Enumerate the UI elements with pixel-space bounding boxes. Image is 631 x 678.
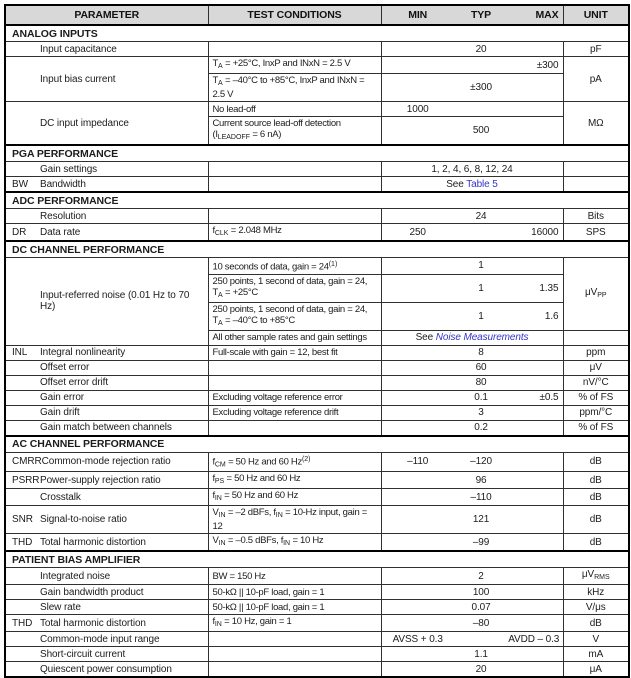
unit-cell: μV [563,360,629,375]
max-value: ±0.5 [539,392,559,403]
parameter-cell [5,489,208,506]
test-conditions-cell: No lead-off [208,102,381,117]
min-typ-max-cell [381,405,563,420]
typ-value: 1 [478,282,484,294]
min-typ-max-cell [381,224,563,242]
test-conditions-cell [208,209,381,224]
parameter-cell [5,568,208,585]
test-conditions-cell [208,632,381,647]
min-typ-max-cell [381,360,563,375]
section-title: ANALOG INPUTS [5,25,629,42]
test-conditions-cell [208,452,381,472]
unit-cell [563,162,629,177]
test-conditions-cell: 50-kΩ || 10-pF load, gain = 1 [208,585,381,600]
min-typ-max-column-header [381,5,563,25]
subscript: CLK [214,230,229,237]
subscript: IN [283,540,291,547]
min-typ-max-cell [381,568,563,585]
text-segment: = –40°C to +85°C [222,314,295,326]
min-typ-max-cell [381,585,563,600]
parameter-cell [5,615,208,632]
parameter-label: Common-mode input range [40,633,160,645]
parameter-cell [5,102,208,146]
unit-cell: pA [563,57,629,102]
parameter-cell [5,506,208,534]
spec-row [5,360,629,375]
parameter-cell [5,472,208,489]
spec-row [5,177,629,193]
max-value: AVDD – 0.3 [508,633,560,645]
min-typ-max-cell [381,330,563,345]
test-conditions-cell: 50-kΩ || 10-pF load, gain = 1 [208,600,381,615]
parameter-cell [5,345,208,360]
typ-value: 24 [475,210,487,222]
symbol-label: PSRR [12,474,40,486]
parameter-cell [5,534,208,552]
parameter-label: DC input impedance [40,117,129,129]
parameter-cell [5,177,208,193]
typ-value: –120 [470,456,492,468]
unit-column-header: UNIT [563,5,629,25]
typ-value: –99 [472,536,490,548]
parameter-label: Resolution [40,210,87,222]
spec-row [5,102,629,117]
typ-value: 96 [475,474,487,486]
min-typ-max-cell [381,452,563,472]
subscript: RMS [594,574,610,581]
unit-cell: % of FS [563,420,629,436]
table-5-link[interactable]: Table 5 [466,178,498,190]
test-conditions-cell [208,42,381,57]
parameter-cell [5,258,208,346]
typ-value: 60 [475,362,487,373]
unit-cell: % of FS [563,390,629,405]
min-typ-max-cell [381,662,563,678]
min-typ-max-cell [381,472,563,489]
parameter-cell [5,162,208,177]
typ-value: 80 [475,377,487,388]
unit-cell: dB [563,472,629,489]
min-value: 1000 [406,103,429,115]
subscript: IN [214,495,222,502]
text-segment: = –40°C to +85°C, InxP and INxN = 2.5 V [212,75,365,100]
text-segment: = +25°C, InxP and INxN = 2.5 V [222,58,351,69]
unit-cell: mA [563,647,629,662]
unit-cell: kHz [563,585,629,600]
subscript: A [218,80,223,87]
test-conditions-cell: BW = 150 Hz [208,568,381,585]
symbol-label: SNR [12,514,33,525]
text-segment: f [212,456,215,467]
parameter-cell [5,57,208,102]
subscript: PP [597,291,607,299]
parameter-label: Slew rate [40,601,81,613]
test-conditions-column-header: TEST CONDITIONS [208,5,381,25]
text-segment: 250 points, 1 second of data, gain = 24, T [212,303,368,326]
min-typ-max-cell [381,390,563,405]
test-conditions-cell [208,489,381,506]
parameter-cell [5,390,208,405]
parameter-label: Short-circuit current [40,648,126,660]
min-typ-max-cell [381,489,563,506]
min-typ-max-cell [381,534,563,552]
unit-cell: dB [563,489,629,506]
min-column-header: MIN [408,9,428,21]
min-typ-max-cell [381,506,563,534]
parameter-label: Offset error drift [40,377,109,388]
parameter-label: Integrated noise [40,570,111,582]
min-typ-max-cell [381,42,563,57]
subscript: IN [218,540,226,547]
test-conditions-cell: All other sample rates and gain settings [208,330,381,345]
text-segment: f [212,490,215,501]
symbol-label: THD [12,536,33,548]
typ-value: 0.1 [474,392,488,403]
spec-row [5,162,629,177]
spec-row [5,420,629,436]
test-conditions-cell [208,360,381,375]
subscript: A [218,63,223,70]
text-segment: f [212,473,215,484]
text-segment: = 50 Hz and 60 Hz [224,473,301,484]
superscript: (2) [301,455,311,463]
spec-row [5,345,629,360]
test-conditions-cell: Excluding voltage reference drift [208,405,381,420]
text-segment: = 50 Hz and 60 Hz [225,456,302,467]
text-segment: = +25°C [222,286,258,298]
text-segment: V [212,535,219,546]
text-segment: = 6 nA) [250,129,282,140]
test-conditions-cell: Full-scale with gain = 12, best fit [208,345,381,360]
parameter-cell [5,632,208,647]
typ-value: 2 [478,570,484,582]
typ-value: 20 [475,663,487,675]
test-conditions-cell [208,117,381,146]
spec-row [5,534,629,552]
section-title: ADC PERFORMANCE [5,192,629,209]
parameter-label: Data rate [40,226,81,238]
spec-row [5,615,629,632]
test-conditions-cell [208,375,381,390]
parameter-label: Common-mode rejection ratio [41,456,171,468]
spec-row [5,506,629,534]
min-typ-max-cell [381,345,563,360]
spec-row [5,224,629,242]
unit-cell [563,330,629,345]
min-typ-max-cell [381,102,563,117]
section-title: AC CHANNEL PERFORMANCE [5,436,629,453]
symbol-label: CMRR [12,456,42,468]
unit-cell: MΩ [563,102,629,146]
text-segment: 250 points, 1 second of data, gain = 24, T [212,275,368,298]
spanning-value [382,179,563,190]
parameter-label: Total harmonic distortion [40,536,146,548]
parameter-cell [5,360,208,375]
max-value: 1.35 [539,282,559,294]
text-segment: μV [584,286,598,298]
parameter-label: Gain match between channels [40,422,172,433]
typ-value: 121 [472,514,490,525]
min-typ-max-cell [381,162,563,177]
min-value: 250 [409,226,426,238]
unit-cell: dB [563,506,629,534]
symbol-label: DR [12,226,27,238]
max-value: 16000 [531,226,559,238]
test-conditions-cell [208,302,381,330]
parameter-label: Gain drift [40,407,80,418]
typ-value: 1 [478,260,484,272]
text-segment: μV [581,569,595,580]
spec-row [5,600,629,615]
typ-value: 3 [478,407,484,418]
text-segment: = 10-Hz input, gain = 12 [212,507,368,532]
subscript: A [218,319,223,327]
typ-value: –110 [470,491,492,503]
spanning-value [382,332,563,343]
text-segment: = –0.5 dBFs, f [225,535,284,546]
test-conditions-cell [208,57,381,74]
unit-cell [563,258,629,331]
subscript: PS [214,478,225,485]
parameter-cell [5,662,208,678]
spec-row [5,390,629,405]
text-segment: T [212,58,219,69]
spec-row [5,375,629,390]
subscript: CM [214,461,226,468]
spec-row [5,632,629,647]
min-typ-max-cell [381,632,563,647]
subscript: IN [275,512,283,519]
text-segment: T [212,75,219,86]
text-segment: = 10 Hz [290,535,324,546]
parameter-cell [5,405,208,420]
parameter-cell [5,600,208,615]
text-segment: See [446,178,467,190]
subscript: A [218,291,223,299]
min-typ-max-cell [381,274,563,302]
spec-table [4,4,630,678]
parameter-label: Gain settings [40,163,98,175]
subscript: IN [214,621,222,628]
unit-cell: dB [563,615,629,632]
parameter-label: Offset error [40,362,90,373]
symbol-label: BW [12,178,28,190]
min-typ-max-cell [381,177,563,193]
typ-value: 100 [472,586,490,598]
unit-cell: dB [563,452,629,472]
unit-cell: nV/°C [563,375,629,390]
subscript: IN [218,512,226,519]
max-value: ±300 [536,59,559,71]
parameter-label: Crosstalk [40,491,81,503]
parameter-label: Gain bandwidth product [40,586,144,598]
section-row [5,25,629,42]
text-segment: = 50 Hz and 60 Hz [221,490,299,501]
typ-value: 500 [472,125,490,136]
max-value: 1.6 [544,310,559,322]
parameter-label: Integral nonlinearity [40,347,126,358]
test-conditions-cell [208,162,381,177]
symbol-label: THD [12,617,33,629]
min-typ-max-cell [381,258,563,275]
parameter-label: Input capacitance [40,43,117,55]
test-conditions-cell [208,534,381,552]
test-conditions-cell [208,662,381,678]
subscript: LEADOFF [217,134,250,141]
unit-cell: dB [563,534,629,552]
section-row [5,241,629,258]
spec-row [5,472,629,489]
spec-row [5,585,629,600]
test-conditions-cell [208,258,381,275]
text-segment: = –2 dBFs, f [225,507,276,518]
unit-cell: ppm/°C [563,405,629,420]
test-conditions-cell [208,506,381,534]
test-conditions-cell [208,615,381,632]
spec-row [5,568,629,585]
parameter-label: Input-referred noise (0.01 Hz to 70 Hz) [40,290,190,313]
text-segment: Current source lead-off detection (I [212,118,341,140]
spec-row [5,42,629,57]
min-typ-max-cell [381,302,563,330]
max-column-header: MAX [535,9,559,21]
section-title: PGA PERFORMANCE [5,145,629,162]
text-segment: = 10 Hz, gain = 1 [221,616,292,627]
spec-row [5,647,629,662]
parameter-label: Gain error [40,392,85,403]
test-conditions-cell [208,224,381,242]
parameter-label: Input bias current [40,73,116,85]
section-row [5,145,629,162]
spec-row [5,258,629,275]
unit-cell: V [563,632,629,647]
text-segment: See [415,332,436,343]
min-typ-max-cell [381,615,563,632]
text-segment: = 2.048 MHz [228,225,282,236]
min-typ-max-cell [381,375,563,390]
unit-cell: ppm [563,345,629,360]
parameter-label: Power-supply rejection ratio [40,474,161,486]
unit-cell: pF [563,42,629,57]
spec-row [5,662,629,678]
parameter-cell [5,452,208,472]
section-row [5,551,629,568]
min-typ-max-cell [381,600,563,615]
unit-cell [563,177,629,193]
min-typ-max-cell [381,117,563,146]
typ-value: 8 [478,347,484,358]
spec-row [5,209,629,224]
min-value: –110 [407,456,429,468]
symbol-label: INL [12,347,28,358]
spec-row [5,57,629,74]
typ-column-header: TYP [470,9,492,21]
unit-cell: μA [563,662,629,678]
min-typ-max-cell [381,57,563,74]
text-segment: f [212,616,215,627]
text-segment: V [212,507,219,518]
parameter-cell [5,224,208,242]
typ-value: ±300 [470,82,492,93]
parameter-cell [5,209,208,224]
min-typ-max-cell [381,74,563,102]
parameter-cell [5,647,208,662]
test-conditions-cell [208,177,381,193]
section-row [5,436,629,453]
section-title: PATIENT BIAS AMPLIFIER [5,551,629,568]
test-conditions-cell: Excluding voltage reference error [208,390,381,405]
parameter-column-header: PARAMETER [5,5,208,25]
text-segment: f [212,225,215,236]
spec-row [5,452,629,472]
typ-value: 0.07 [471,601,491,613]
section-row [5,192,629,209]
parameter-cell [5,420,208,436]
min-typ-max-cell [381,420,563,436]
parameter-cell [5,42,208,57]
spanning-value: 1, 2, 4, 6, 8, 12, 24 [431,163,513,175]
test-conditions-cell [208,420,381,436]
typ-value: 0.2 [474,422,488,433]
test-conditions-cell [208,274,381,302]
parameter-label: Signal-to-noise ratio [40,514,127,525]
text-segment: 10 seconds of data, gain = 24 [212,261,329,273]
typ-value: 1.1 [474,648,488,660]
noise-measurements-link[interactable]: Noise Measurements [435,332,529,343]
min-value: AVSS + 0.3 [392,633,443,645]
superscript: (1) [328,261,338,268]
spec-row [5,489,629,506]
test-conditions-cell [208,647,381,662]
parameter-cell [5,375,208,390]
header-row [5,5,629,25]
min-typ-max-cell [381,209,563,224]
spec-row [5,405,629,420]
unit-cell: Bits [563,209,629,224]
parameter-label: Total harmonic distortion [40,617,146,629]
parameter-cell [5,585,208,600]
typ-value: –80 [472,617,490,629]
typ-value: 1 [478,310,484,322]
test-conditions-cell [208,472,381,489]
unit-cell: SPS [563,224,629,242]
section-title: DC CHANNEL PERFORMANCE [5,241,629,258]
test-conditions-cell [208,74,381,102]
unit-cell: V/μs [563,600,629,615]
parameter-label: Bandwidth [40,178,86,190]
unit-cell [563,568,629,585]
min-typ-max-cell [381,647,563,662]
parameter-label: Quiescent power consumption [40,663,172,675]
typ-value: 20 [475,43,487,55]
